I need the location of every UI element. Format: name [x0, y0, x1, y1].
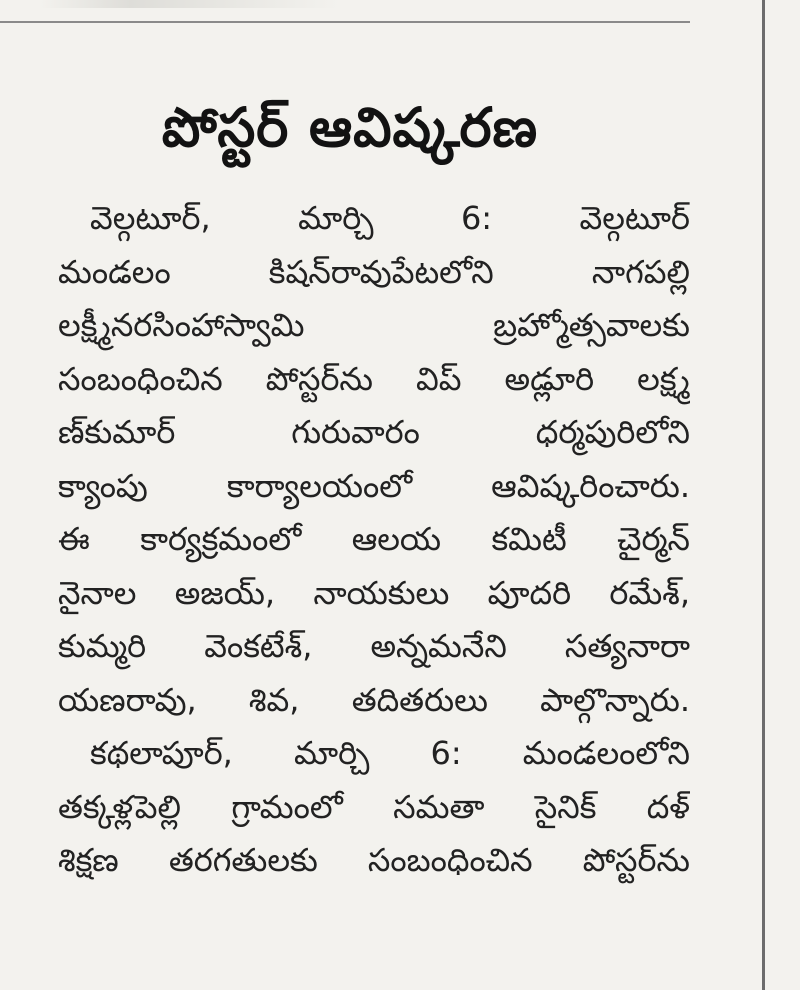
article-line: తక్కళ్లపెల్లి గ్రామంలో సమతా సైనిక్ దళ్ [58, 787, 690, 826]
article-line: కుమ్మరి వెంకటేశ్, అన్నమనేని సత్యనారా [58, 627, 690, 665]
previous-article-fragment [40, 0, 340, 8]
article-line: నైనాల అజయ్, నాయకులు పూదరి రమేశ్, [58, 573, 690, 612]
article-line: వెల్గటూర్, మార్చి 6: వెల్గటూర్ [90, 199, 690, 237]
article-line: యణరావు, శివ, తదితరులు పాల్గొన్నారు. [58, 680, 690, 719]
article-headline: పోస్టర్ ఆవిష్కరణ [161, 96, 539, 160]
article-line: క్యాంపు కార్యాలయంలో ఆవిష్కరించారు. [58, 466, 690, 505]
column-divider [762, 0, 765, 990]
article-line: శిక్షణ తరగతులకు సంబంధించిన పోస్టర్‌ను [58, 841, 690, 879]
article-line: లక్ష్మీనరసింహాస్వామి బ్రహ్మోత్సవాలకు [58, 306, 690, 344]
article-line: మండలం కిషన్‌రావుపేటలోని నాగపల్లి [58, 252, 690, 291]
article-line: ఈ కార్యక్రమంలో ఆలయ కమిటీ చైర్మన్ [58, 520, 690, 558]
article-body [58, 192, 690, 888]
article-line: కథలాపూర్, మార్చి 6: మండలంలోని [90, 734, 690, 772]
article-line: ణ్‌కుమార్ గురువారం ధర్మపురిలోని [58, 413, 690, 451]
article-line: సంబంధించిన పోస్టర్‌ను విప్ అడ్లూరి లక్ష్మ [58, 359, 690, 398]
section-divider [0, 21, 690, 23]
